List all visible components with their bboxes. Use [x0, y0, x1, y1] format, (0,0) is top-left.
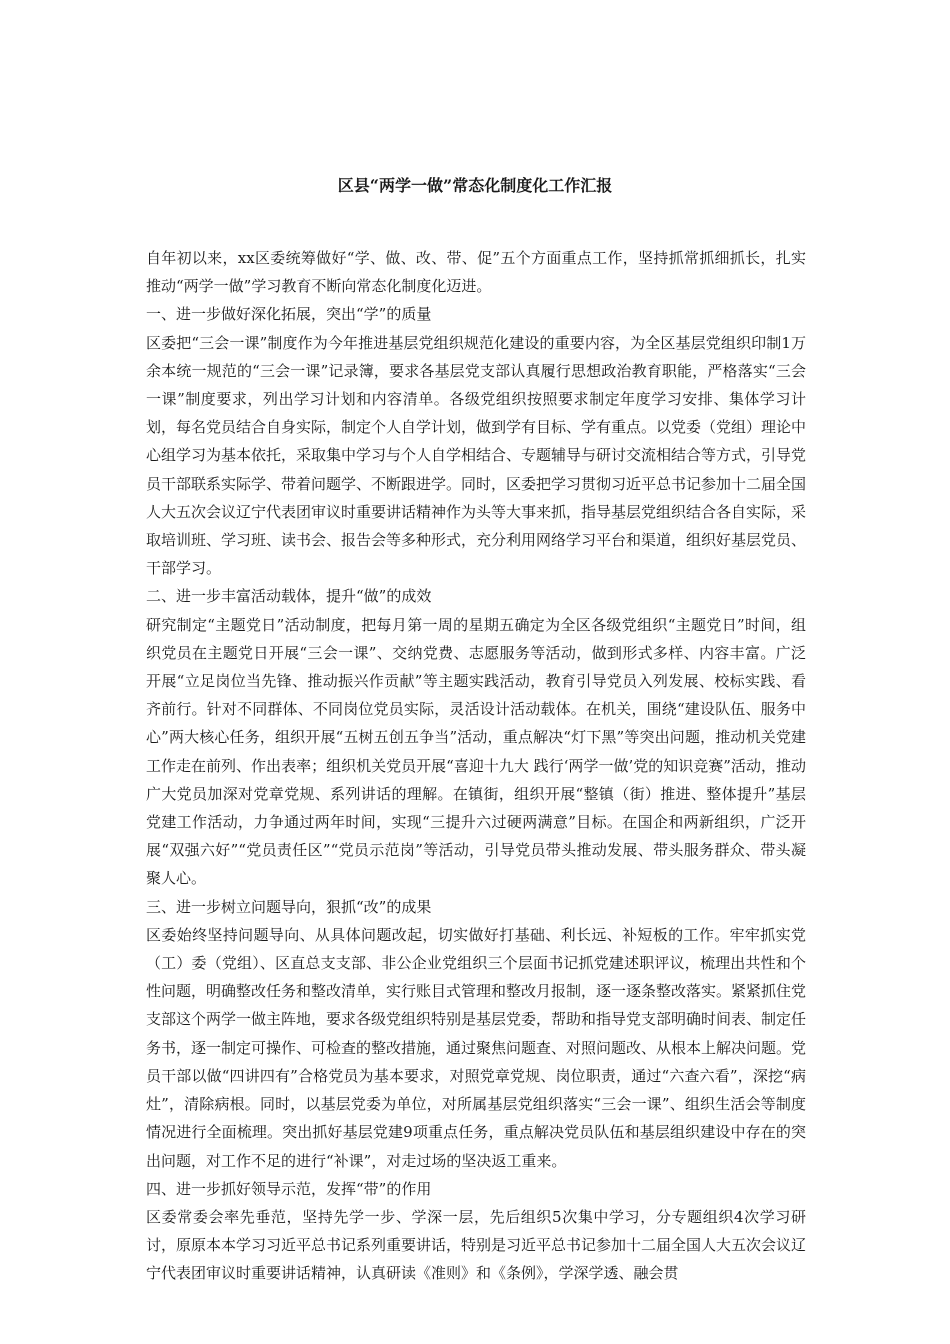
section-heading-3: 三、进一步树立问题导向，狠抓“改”的成果 [146, 897, 432, 916]
section-body-1: 区委把“三会一课”制度作为今年推进基层党组织规范化建设的重要内容，为全区基层党组织印制1万余本统一规范的“三会一课”记录簿，要求各基层党支部认真履行思想政治教育职能，严格落实“三会一课”制度要求，列出学习计划和内容清单。各级党组织按照要求制定年度学习安排、集体学习计划，每名党员结合自身实际，制定个人自学计划，做到学有目标、学有重点。以党委（党组）理论中心组学习为基本依托，采取集中学习与个人自学相结合、专题辅导与研讨交流相结合等方式，引导党员干部联系实际学、带着问题学、不断跟进学。同时，区委把学习贯彻习近平总书记参加十二届全国人大五次会议辽宁代表团审议时重要讲话精神作为头等大事来抓，指导基层党组织结合各自实际，采取培训班、学习班、读书会、报告会等多种形式，充分利用网络学习平台和渠道，组织好基层党员、干部学习。 [146, 333, 807, 578]
section-heading-4: 四、进一步抓好领导示范，发挥“带”的作用 [146, 1179, 432, 1198]
document-title: 区县“两学一做”常态化制度化工作汇报 [337, 176, 613, 195]
section-body-3: 区委始终坚持问题导向、从具体问题改起，切实做好打基础、利长远、补短板的工作。牢牢抓实党（工）委（党组）、区直总支支部、非公企业党组织三个层面书记抓党建述职评议，梳理出共性和个性问题，明确整改任务和整改清单，实行账目式管理和整改月报制，逐一逐条整改落实。紧紧抓住党支部这个两学一做主阵地，要求各级党组织特别是基层党委，帮助和指导党支部明确时间表、制定任务书，逐一制定可操作、可检查的整改措施，通过聚焦问题查、对照问题改、从根本上解决问题。党员干部以做“四讲四有”合格党员为基本要求，对照党章党规、岗位职责，通过“六查六看”，深挖“病灶”，清除病根。同时，以基层党委为单位，对所属基层党组织落实“三会一课”、组织生活会等制度情况进行全面梳理。突出抓好基层党建9项重点任务，重点解决党员队伍和基层组织建设中存在的突出问题，对工作不足的进行“补课”，对走过场的坚决返工重来。 [146, 925, 807, 1170]
section-heading-1: 一、进一步做好深化拓展，突出“学”的质量 [146, 305, 432, 324]
section-body-4: 区委常委会率先垂范，坚持先学一步、学深一层，先后组织5次集中学习，分专题组织4次学习研讨，原原本本学习习近平总书记系列重要讲话，特别是习近平总书记参加十二届全国人大五次会议辽宁代表团审议时重要讲话精神，认真研读《准则》和《条例》，学深学透、融会贯 [146, 1207, 807, 1283]
intro-paragraph: 自年初以来，xx区委统筹做好“学、做、改、带、促”五个方面重点工作，坚持抓常抓细抓长，扎实推动“两学一做”学习教育不断向常态化制度化迈进。 [146, 249, 806, 296]
section-body-2: 研究制定“主题党日”活动制度，把每月第一周的星期五确定为全区各级党组织“主题党日”时间，组织党员在主题党日开展“三会一课”、交纳党费、志愿服务等活动，做到形式多样、内容丰富。广泛开展“立足岗位当先锋、推动振兴作贡献”等主题实践活动，教育引导党员入列发展、校标实践、看齐前行。针对不同群体、不同岗位党员实际，灵活设计活动载体。在机关，围绕“建设队伍、服务中心”两大核心任务，组织开展“五树五创五争当”活动，重点解决“灯下黑”等突出问题，推动机关党建工作走在前列、作出表率；组织机关党员开展“喜迎十九大 践行‘两学一做’党的知识竞赛”活动，推动广大党员加深对党章党规、系列讲话的理解。在镇街，组织开展“整镇（街）推进、整体提升”基层党建工作活动，力争通过两年时间，实现“三提升六过硬两满意”目标。在国企和两新组织，广泛开展“双强六好”“党员责任区”“党员示范岗”等活动，引导党员带头推动发展、带头服务群众、带头凝聚人心。 [146, 615, 806, 888]
section-heading-2: 二、进一步丰富活动载体，提升“做”的成效 [146, 587, 432, 606]
document-body [146, 244, 806, 1288]
